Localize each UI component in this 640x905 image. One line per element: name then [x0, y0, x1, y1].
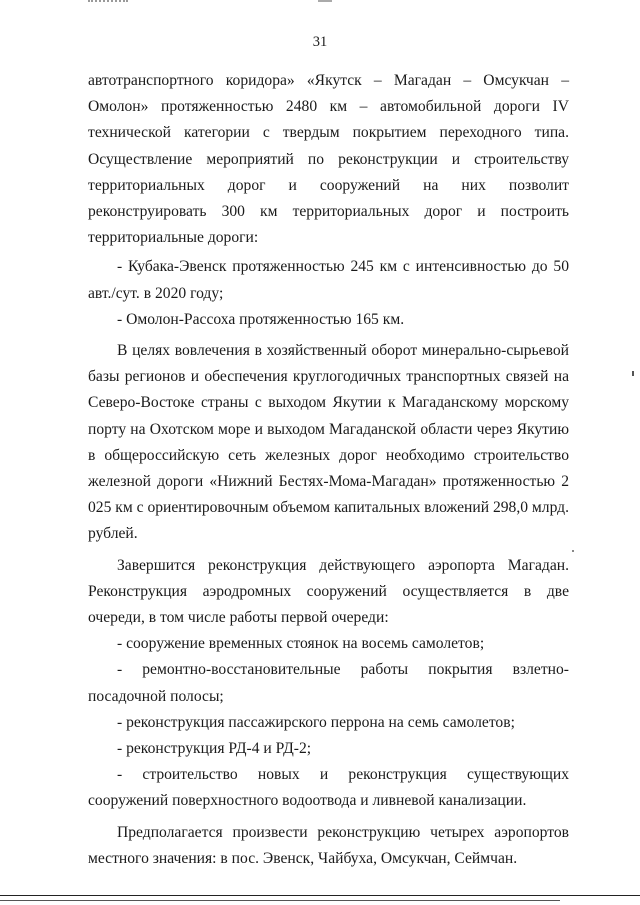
list-item-drainage: - строительство новых и реконструкция существующих сооружений поверхностного водоотвода и ливневой канализации.: [88, 766, 569, 810]
scan-artifact: [572, 550, 574, 552]
list-item-kubaka-evensk: - Кубака-Эвенск протяженностью 245 км с интенсивностью до 50 авт./сут. в 2020 году;: [88, 258, 569, 302]
list-item-parking-stands: - сооружение временных стоянок на восемь самолетов;: [117, 635, 485, 653]
paragraph-airport-magadan: Завершится реконструкция действующего аэропорта Магадан. Реконструкция аэродромных сооружений осуществляется в две очереди, в том числе работы первой очереди:: [88, 556, 569, 627]
list-item-apron: - реконструкция пассажирского перрона на семь самолетов;: [117, 713, 515, 731]
scan-artifact: [632, 371, 634, 376]
scan-artifact: [318, 0, 332, 5]
paragraph-local-airports: Предполагается произвести реконструкцию четырех аэропортов местного значения: в пос. Эвенск, Чайбуха, Омсукчан, Сеймчан.: [88, 823, 569, 867]
paragraph-road-corridor: автотранспортного коридора» «Якутск – Магадан – Омсукчан – Омолон» протяженностью 2480 км – автомобильной дороги IV технической категории с твердым покрытием переходного типа. Осуществление мероприятий по реконструкции и строительству территориальных дорог и сооружений на них позволит реконструировать 300 км территориальных дорог и построить территориальные дороги:: [88, 72, 569, 247]
list-item-runway-repair: - ремонтно-восстановительные работы покрытия взлетно-посадочной полосы;: [88, 661, 569, 705]
scan-artifact: [88, 0, 128, 5]
list-item-taxiways: - реконструкция РД-4 и РД-2;: [117, 740, 312, 758]
document-body: [88, 68, 569, 872]
list-item-omolon-rassokha: - Омолон-Рассоха протяженностью 165 км.: [117, 310, 405, 328]
page-bottom-rule-thin: [0, 900, 560, 901]
page-bottom-rule: [0, 895, 640, 896]
paragraph-railway: В целях вовлечения в хозяйственный оборот минерально-сырьевой базы регионов и обеспечения круглогодичных транспортных связей на Северо-Востоке страны с выходом Якутии к Магаданскому морскому порту на Охотском море и выходом Магаданской области через Якутию в общероссийскую сеть железных дорог необходимо строительство железной дороги «Нижний Бестях-Мома-Магадан» протяженностью 2 025 км с ориентировочным объемом капитальных вложений 298,0 млрд. рублей.: [88, 342, 569, 543]
page-number: 31: [312, 34, 328, 50]
